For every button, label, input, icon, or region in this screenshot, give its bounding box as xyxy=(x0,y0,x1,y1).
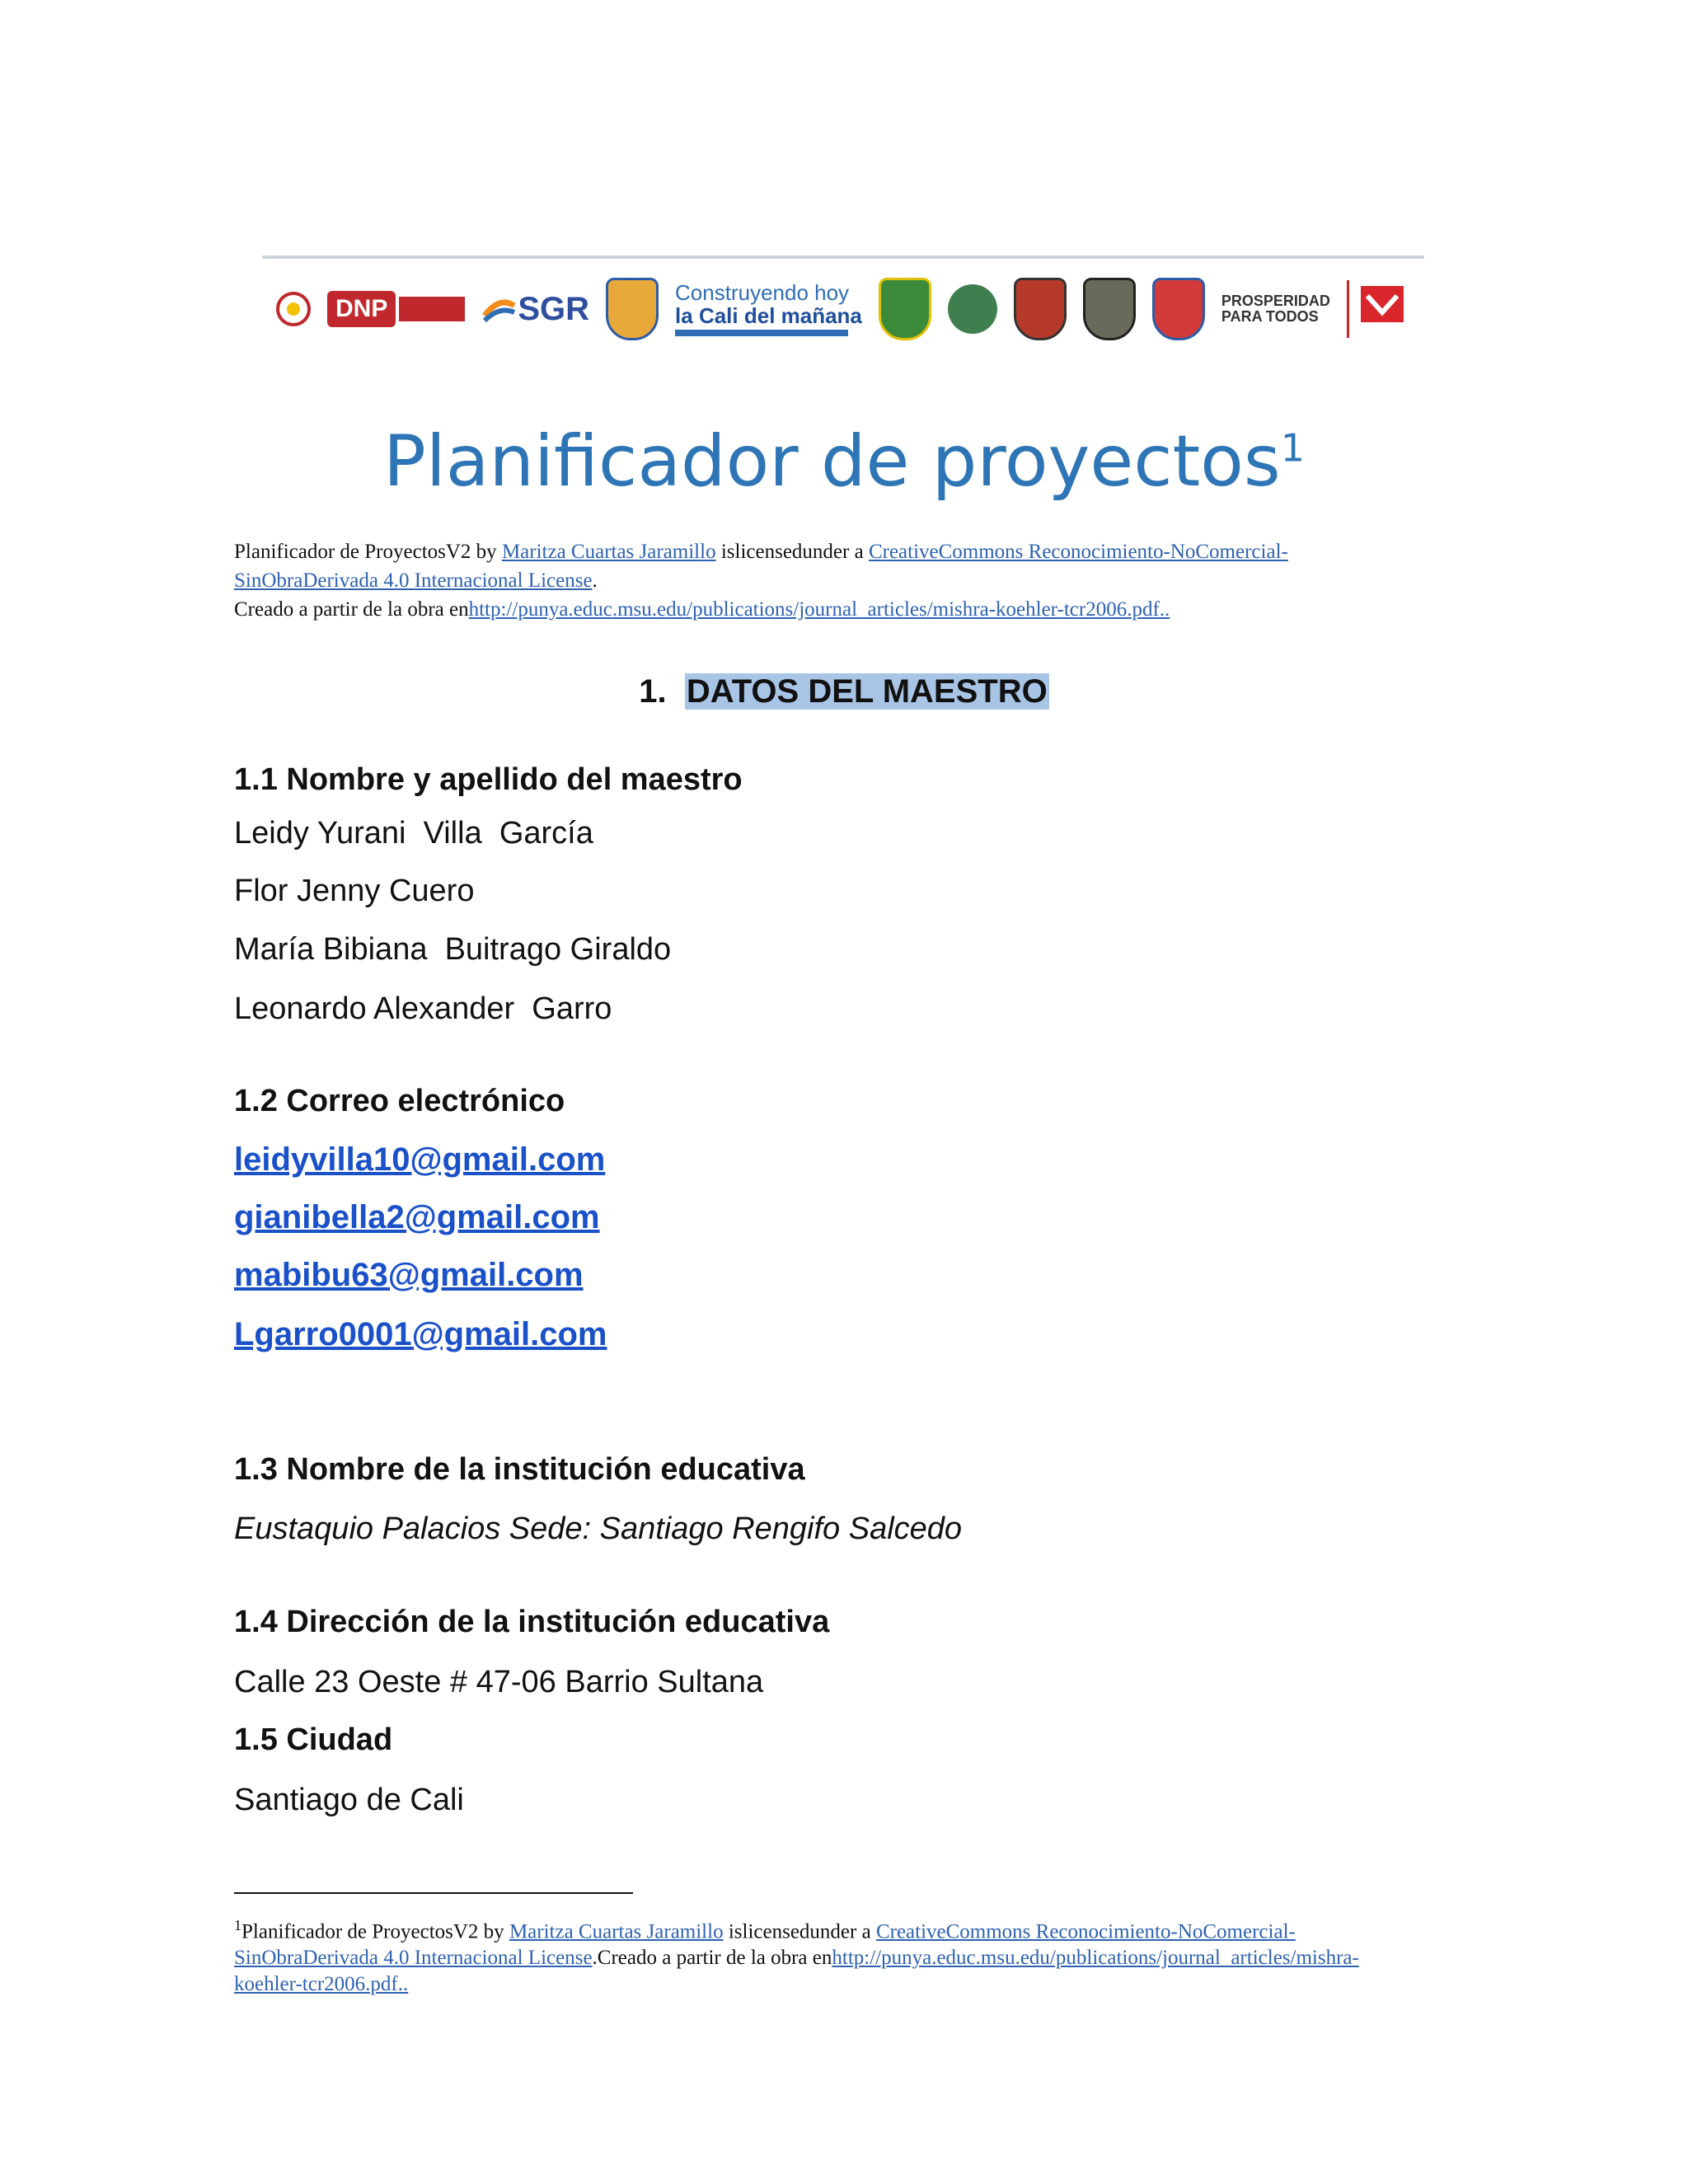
city-value: Santiago de Cali xyxy=(234,1783,464,1817)
author-link[interactable]: Maritza Cuartas Jaramillo xyxy=(501,541,716,563)
license-link-part2[interactable]: SinObraDerivada 4.0 Internacional License xyxy=(234,569,593,592)
teacher-name: Leidy Yurani Villa García xyxy=(234,816,593,851)
teacher-name: Leonardo Alexander Garro xyxy=(234,991,612,1026)
cali-manana-logo: Construyendo hoy la Cali del mañana xyxy=(675,282,862,336)
email-link[interactable]: mabibu63@gmail.com xyxy=(234,1257,584,1293)
email-link[interactable]: gianibella2@gmail.com xyxy=(234,1199,600,1235)
city-heading: 1.5 Ciudad xyxy=(234,1722,393,1757)
institution-address-heading: 1.4 Dirección de la institución educativa xyxy=(234,1605,830,1639)
footnote: $^1$Planificador de ProyectosV2 by Maritza Cuartas Jaramillo islicensedunder a CreativeCommons Reconocimiento-NoComercial- SinObraDerivada 4.0 Internacional License.Creado a partir de la obra enhttp://punya.educ.msu.edu/publications/journal_articles/mishra- koehler-tcr2006.pdf.. xyxy=(234,1917,1359,1996)
teacher-name: Flor Jenny Cuero xyxy=(234,874,475,908)
municipal-shield-logo-1 xyxy=(1014,278,1067,340)
email-link[interactable]: leidyvilla10@gmail.com xyxy=(234,1141,606,1178)
footnote-separator xyxy=(234,1892,633,1894)
cali-seal-logo xyxy=(606,278,659,340)
section-title-highlighted: DATOS DEL MAESTRO xyxy=(686,673,1048,710)
license-link-part1[interactable]: CreativeCommons Reconocimiento-NoComercial- xyxy=(868,541,1288,563)
teacher-name: María Bibiana Buitrago Giraldo xyxy=(234,932,672,967)
institution-name-heading: 1.3 Nombre de la institución educativa xyxy=(234,1452,805,1487)
sponsor-logos xyxy=(276,272,1414,346)
footnote-license-link-part1[interactable]: CreativeCommons Reconocimiento-NoComercial- xyxy=(875,1920,1296,1943)
dagua-logo xyxy=(948,284,997,334)
dnp-logo: DNP xyxy=(327,291,465,327)
title-footnote-mark[interactable]: 1 xyxy=(1280,425,1305,471)
colombia-seal-logo xyxy=(276,292,311,326)
valle-gobernacion-logo xyxy=(879,278,931,340)
municipal-shield-logo-2 xyxy=(1083,278,1136,340)
footnote-source-link-part1[interactable]: http://punya.educ.msu.edu/publications/journal_articles/mishra- xyxy=(832,1947,1359,1970)
prosperidad-logo: PROSPERIDAD PARA TODOS xyxy=(1221,293,1330,325)
license-notice: Planificador de ProyectosV2 by Maritza Cuartas Jaramillo islicensedunder a CreativeCommons Reconocimiento-NoComercial- SinObraDerivada 4.0 Internacional License. Creado a partir de la obra enhttp://punya.educ.msu.edu/publications/journal_articles/mishra-koehler-tcr2006.pdf.. xyxy=(234,541,1288,621)
teacher-name-heading: 1.1 Nombre y apellido del maestro xyxy=(234,762,743,797)
sgr-logo: SGR xyxy=(481,291,589,327)
footnote-license-link-part2[interactable]: SinObraDerivada 4.0 Internacional License xyxy=(234,1947,593,1970)
footnote-author-link[interactable]: Maritza Cuartas Jaramillo xyxy=(509,1920,724,1943)
institution-name: Eustaquio Palacios Sede: Santiago Rengifo Salcedo xyxy=(234,1511,963,1546)
email-link[interactable]: Lgarro0001@gmail.com xyxy=(234,1316,607,1352)
municipal-shield-logo-3 xyxy=(1152,278,1205,340)
mintic-logo xyxy=(1347,280,1405,338)
footnote-source-link-part2[interactable]: koehler-tcr2006.pdf.. xyxy=(234,1973,409,1996)
source-link[interactable]: http://punya.educ.msu.edu/publications/journal_articles/mishra-koehler-tcr2006.pdf.. xyxy=(468,598,1170,621)
email-heading: 1.2 Correo electrónico xyxy=(234,1084,565,1118)
page-title: Planificador de proyectos$^1$ xyxy=(383,420,1305,503)
section-heading: 1. DATOS DEL MAESTRO xyxy=(639,673,1048,710)
institution-address: Calle 23 Oeste # 47-06 Barrio Sultana xyxy=(234,1665,764,1699)
